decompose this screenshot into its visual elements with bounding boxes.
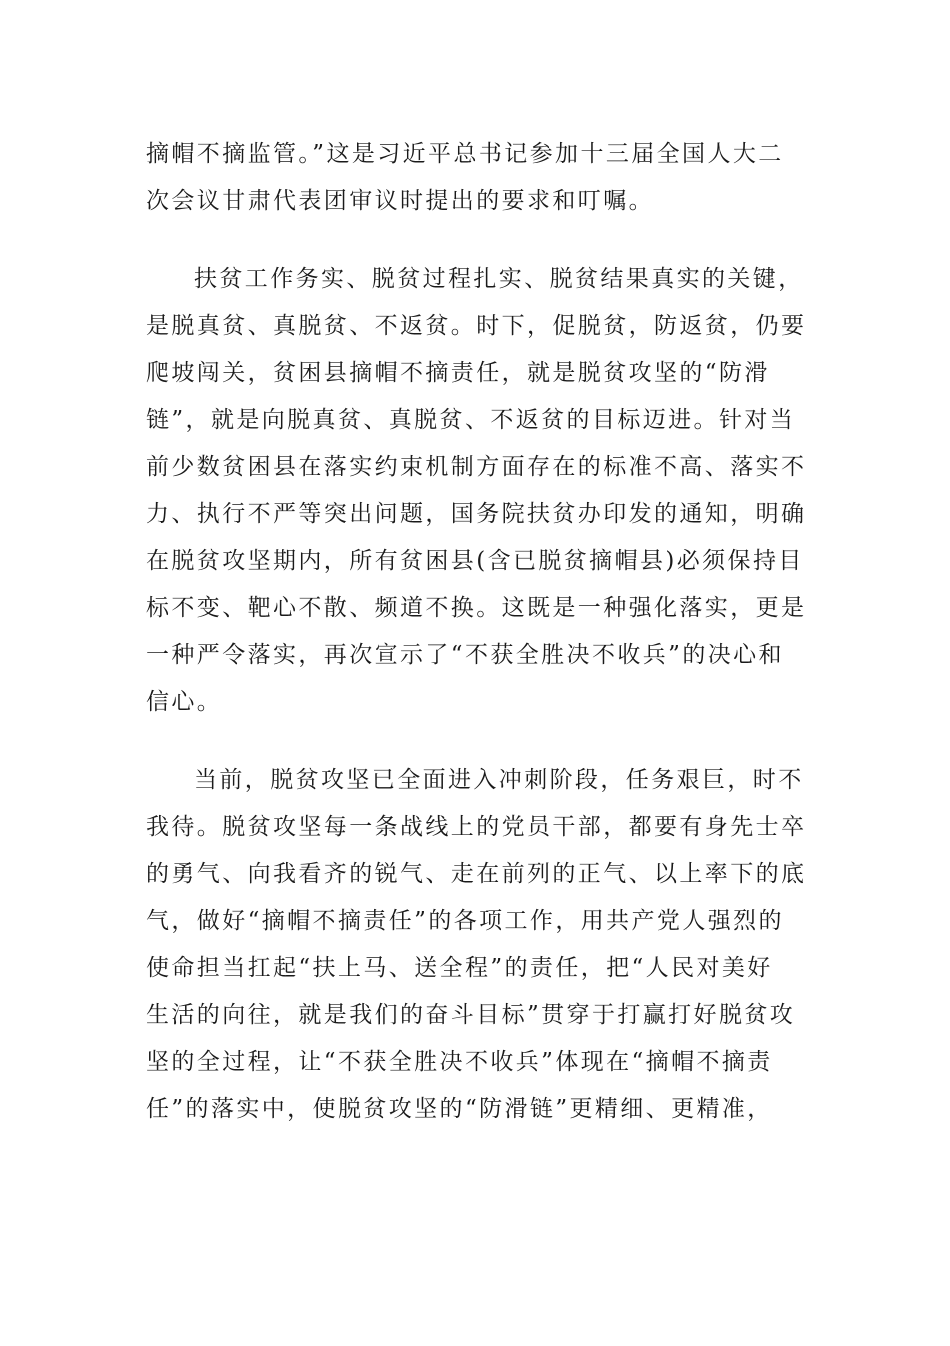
text-line: 当前，脱贫攻坚已全面进入冲刺阶段，任务艰巨，时不 bbox=[194, 767, 804, 793]
text-line: 在脱贫攻坚期内，所有贫困县(含已脱贫摘帽县)必须保持目 bbox=[146, 548, 804, 574]
text-line: 生活的向往，就是我们的奋斗目标”贯穿于打赢打好脱贫攻 bbox=[146, 1002, 796, 1028]
text-line: 坚的全过程，让“不获全胜决不收兵”体现在“摘帽不摘责 bbox=[146, 1049, 773, 1075]
text-line: 前少数贫困县在落实约束机制方面存在的标准不高、落实不 bbox=[146, 454, 807, 480]
text-line: 次会议甘肃代表团审议时提出的要求和叮嘱。 bbox=[146, 188, 654, 214]
text-line: 我待。脱贫攻坚每一条战线上的党员干部，都要有身先士卒 bbox=[146, 814, 807, 840]
text-line: 使命担当扛起“扶上马、送全程”的责任，把“人民对美好 bbox=[146, 955, 773, 981]
text-line: 气，做好“摘帽不摘责任”的各项工作，用共产党人强烈的 bbox=[146, 908, 784, 934]
text-line: 一种严令落实，再次宣示了“不获全胜决不收兵”的决心和 bbox=[146, 642, 784, 668]
text-line: 摘帽不摘监管。”这是习近平总书记参加十三届全国人大二 bbox=[146, 141, 784, 167]
paragraph-3 bbox=[146, 757, 807, 1133]
text-line: 爬坡闯关，贫困县摘帽不摘责任，就是脱贫攻坚的“防滑 bbox=[146, 360, 770, 386]
paragraph-spacing bbox=[146, 225, 801, 256]
text-line: 标不变、靶心不散、频道不换。这既是一种强化落实，更是 bbox=[146, 595, 807, 621]
text-line: 链”，就是向脱真贫、真脱贫、不返贫的目标迈进。针对当 bbox=[146, 407, 796, 433]
text-line: 的勇气、向我看齐的锐气、走在前列的正气、以上率下的底 bbox=[146, 861, 807, 887]
text-line: 扶贫工作务实、脱贫过程扎实、脱贫结果真实的关键， bbox=[194, 266, 804, 292]
text-line: 是脱真贫、真脱贫、不返贫。时下，促脱贫，防返贫，仍要 bbox=[146, 313, 807, 339]
article-body bbox=[146, 131, 807, 1133]
paragraph-spacing bbox=[146, 726, 801, 757]
text-line: 任”的落实中，使脱贫攻坚的“防滑链”更精细、更精准， bbox=[146, 1096, 773, 1122]
text-line: 信心。 bbox=[146, 689, 223, 715]
paragraph-1 bbox=[146, 131, 801, 225]
paragraph-2 bbox=[146, 256, 807, 726]
text-line: 力、执行不严等突出问题，国务院扶贫办印发的通知，明确 bbox=[146, 501, 807, 527]
